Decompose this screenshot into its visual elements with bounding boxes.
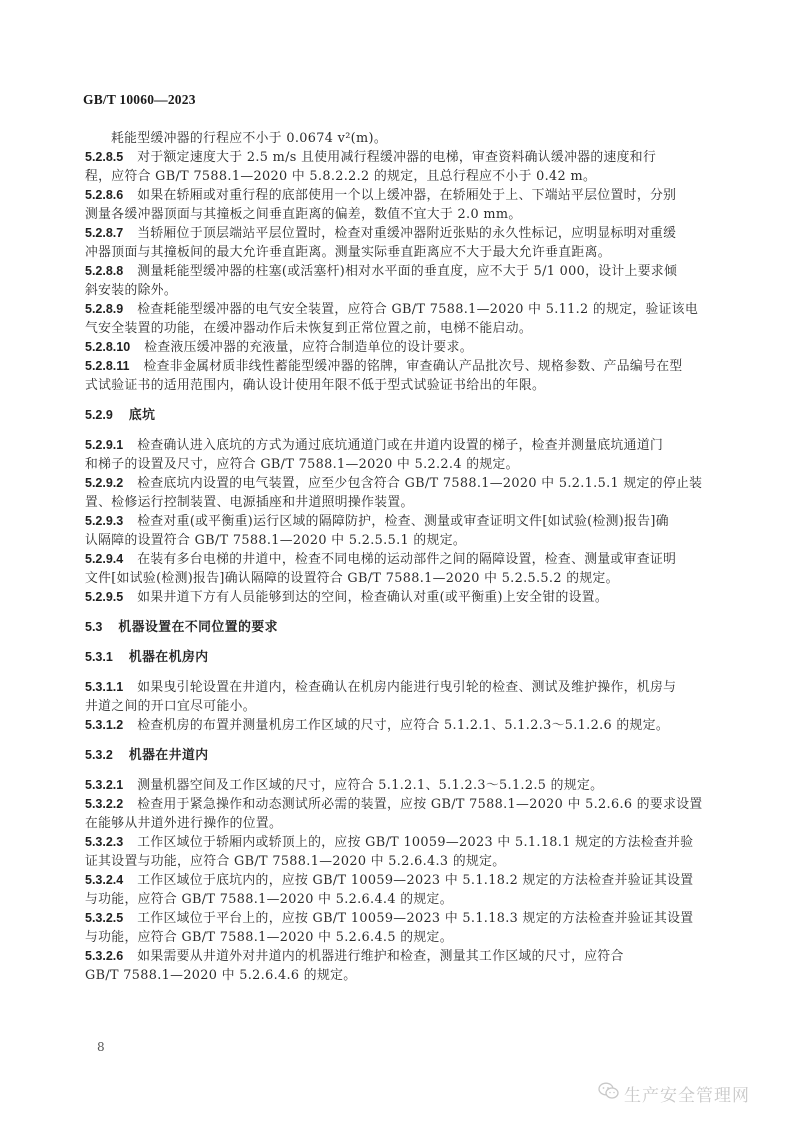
clause-text: 和梯子的设置及尺寸，应符合 GB/T 7588.1—2020 中 5.2.2.4 的规定。 bbox=[85, 457, 519, 472]
clause-line bbox=[85, 947, 713, 966]
text-line bbox=[85, 493, 713, 512]
text-line bbox=[85, 852, 713, 871]
wechat-icon bbox=[598, 1081, 624, 1106]
clause-text: 如果需要从井道外对井道内的机器进行维护和检查，测量其工作区域的尺寸，应符合 bbox=[137, 949, 624, 964]
heading-text: 机器在井道内 bbox=[128, 748, 209, 763]
clause-number: 5.2.9.5 bbox=[85, 590, 124, 604]
standard-code-header: GB/T 10060—2023 bbox=[83, 92, 196, 107]
clause-text: 检查用于紧急操作和动态测试所必需的装置，应按 GB/T 7588.1—2020 中 5.2.6.6 的要求设置 bbox=[137, 797, 703, 812]
clause-line bbox=[85, 148, 713, 167]
clause-text: 检查非金属材质非线性蓄能型缓冲器的铭牌，审查确认产品批次号、规格参数、产品编号在型 bbox=[143, 359, 683, 374]
heading-text: 机器设置在不同位置的要求 bbox=[118, 620, 278, 635]
clause-line bbox=[85, 512, 713, 531]
clause-number: 5.2.8.7 bbox=[85, 226, 124, 240]
clause-text: 检查液压缓冲器的充液量，应符合制造单位的设计要求。 bbox=[144, 340, 473, 355]
clause-number: 5.3.2.2 bbox=[85, 797, 124, 811]
clause-number: 5.2.8.5 bbox=[85, 150, 124, 164]
spacer bbox=[85, 637, 713, 648]
clause-number: 5.2.8.6 bbox=[85, 188, 124, 202]
clause-text: 井道之间的开口宜尽可能小。 bbox=[85, 699, 256, 714]
clause-line bbox=[85, 436, 713, 455]
clause-line bbox=[85, 588, 713, 607]
text-line bbox=[85, 319, 713, 338]
heading-text: 底坑 bbox=[128, 408, 156, 423]
clause-line bbox=[85, 716, 713, 735]
clause-number: 5.2.8.9 bbox=[85, 302, 124, 316]
clause-text: 检查机房的布置并测量机房工作区域的尺寸，应符合 5.1.2.1、5.1.2.3～5.1.2.6 的规定。 bbox=[137, 718, 669, 733]
clause-text: 测量机器空间及工作区域的尺寸，应符合 5.1.2.1、5.1.2.3～5.1.2.5 的规定。 bbox=[137, 778, 604, 793]
clause-line bbox=[85, 338, 713, 357]
clause-line bbox=[85, 833, 713, 852]
text-line bbox=[85, 531, 713, 550]
clause-number: 5.3.2.3 bbox=[85, 835, 124, 849]
clause-text: 与功能，应符合 GB/T 7588.1—2020 中 5.2.6.4.5 的规定。 bbox=[85, 930, 453, 945]
clause-line bbox=[85, 871, 713, 890]
clause-line bbox=[85, 357, 713, 376]
clause-number: 5.2.9 bbox=[85, 408, 113, 422]
clause-number: 5.3.1.1 bbox=[85, 680, 124, 694]
clause-text: 与功能，应符合 GB/T 7588.1—2020 中 5.2.6.4.4 的规定。 bbox=[85, 892, 453, 907]
clause-line bbox=[85, 678, 713, 697]
clause-line bbox=[85, 186, 713, 205]
clause-text: 测量耗能型缓冲器的柱塞(或活塞杆)相对水平面的垂直度，应不大于 5/1 000，设计上要求倾 bbox=[137, 264, 678, 279]
clause-text: 耗能型缓冲器的行程应不小于 0.0674 v²(m)。 bbox=[111, 131, 387, 146]
clause-text: 如果在轿厢或对重行程的底部使用一个以上缓冲器，在轿厢处于上、下端站平层位置时，分别 bbox=[137, 188, 677, 203]
clause-text: 气安全装置的功能，在缓冲器动作后未恢复到正常位置之前，电梯不能启动。 bbox=[85, 321, 532, 336]
clause-number: 5.3.2 bbox=[85, 748, 113, 762]
clause-text: 认隔障的设置符合 GB/T 7588.1—2020 中 5.2.5.5.1 的规定。 bbox=[85, 533, 466, 548]
document-body bbox=[85, 129, 713, 985]
clause-number: 5.3.2.4 bbox=[85, 873, 124, 887]
spacer bbox=[85, 735, 713, 746]
heading-text: 机器在机房内 bbox=[128, 650, 209, 665]
clause-text: 工作区域位于平台上的，应按 GB/T 10059—2023 中 5.1.18.3 规定的方法检查并验证其设置 bbox=[137, 911, 694, 926]
clause-text: 当轿厢位于顶层端站平层位置时，检查对重缓冲器附近张贴的永久性标记，应明显标明对重缓 bbox=[137, 226, 677, 241]
clause-text: 检查确认进入底坑的方式为通过底坑通道门或在井道内设置的梯子，检查并测量底坑通道门 bbox=[137, 438, 664, 453]
clause-text: 工作区域位于轿厢内或轿顶上的，应按 GB/T 10059—2023 中 5.1.18.1 规定的方法检查并验 bbox=[137, 835, 694, 850]
text-line bbox=[85, 928, 713, 947]
clause-text: 程，应符合 GB/T 7588.1—2020 中 5.8.2.2.2 的规定，且总行程应不小于 0.42 m。 bbox=[85, 169, 597, 184]
clause-text: 文件[如试验(检测)报告]确认隔障的设置符合 GB/T 7588.1—2020 中 5.2.5.5.2 的规定。 bbox=[85, 571, 619, 586]
clause-number: 5.2.9.1 bbox=[85, 438, 124, 452]
clause-text: 在装有多台电梯的井道中，检查不同电梯的运动部件之间的隔障设置，检查、测量或审查证明 bbox=[137, 552, 677, 567]
clause-line bbox=[85, 776, 713, 795]
watermark-text: 生产安全管理网 bbox=[624, 1086, 750, 1106]
clause-line bbox=[85, 262, 713, 281]
section-heading bbox=[85, 406, 713, 425]
page-number: 8 bbox=[97, 1040, 105, 1054]
clause-text: 如果曳引轮设置在井道内，检查确认在机房内能进行曳引轮的检查、测试及维护操作，机房与 bbox=[137, 680, 677, 695]
clause-text: 测量各缓冲器顶面与其撞板之间垂直距离的偏差，数值不宜大于 2.0 mm。 bbox=[85, 207, 522, 222]
clause-text: 对于额定速度大于 2.5 m/s 且使用减行程缓冲器的电梯，审查资料确认缓冲器的速度和行 bbox=[137, 150, 657, 165]
clause-line bbox=[85, 550, 713, 569]
clause-text: 式试验证书的适用范围内，确认设计使用年限不低于型式试验证书给出的年限。 bbox=[85, 378, 546, 393]
text-line bbox=[85, 167, 713, 186]
spacer bbox=[85, 395, 713, 406]
section-heading bbox=[85, 648, 713, 667]
spacer bbox=[85, 607, 713, 618]
clause-number: 5.3.2.5 bbox=[85, 911, 124, 925]
clause-number: 5.2.8.10 bbox=[85, 340, 131, 354]
text-line bbox=[85, 890, 713, 909]
clause-number: 5.3 bbox=[85, 620, 103, 634]
clause-text: 检查耗能型缓冲器的电气安全装置，应符合 GB/T 7588.1—2020 中 5.11.2 的规定，验证该电 bbox=[137, 302, 699, 317]
spacer bbox=[85, 425, 713, 436]
section-heading bbox=[85, 618, 713, 637]
text-line bbox=[85, 697, 713, 716]
clause-text: GB/T 7588.1—2020 中 5.2.6.4.6 的规定。 bbox=[85, 968, 357, 983]
text-line bbox=[85, 243, 713, 262]
clause-number: 5.2.8.11 bbox=[85, 359, 130, 373]
spacer bbox=[85, 765, 713, 776]
text-line bbox=[85, 455, 713, 474]
clause-line bbox=[85, 300, 713, 319]
clause-number: 5.3.2.6 bbox=[85, 949, 124, 963]
clause-number: 5.2.9.3 bbox=[85, 514, 124, 528]
clause-number: 5.3.2.1 bbox=[85, 778, 124, 792]
text-line bbox=[85, 966, 713, 985]
text-line bbox=[85, 376, 713, 395]
clause-text: 冲器顶面与其撞板间的最大允许垂直距离。测量实际垂直距离应不大于最大允许垂直距离。 bbox=[85, 245, 611, 260]
section-heading bbox=[85, 746, 713, 765]
clause-text: 工作区域位于底坑内的，应按 GB/T 10059—2023 中 5.1.18.2 规定的方法检查并验证其设置 bbox=[137, 873, 694, 888]
text-line bbox=[85, 281, 713, 300]
clause-text: 置、检修运行控制装置、电源插座和井道照明操作装置。 bbox=[85, 495, 414, 510]
clause-number: 5.3.1 bbox=[85, 650, 113, 664]
clause-text: 证其设置与功能，应符合 GB/T 7588.1—2020 中 5.2.6.4.3 的规定。 bbox=[85, 854, 506, 869]
text-line bbox=[85, 569, 713, 588]
clause-text: 检查对重(或平衡重)运行区域的隔障防护，检查、测量或审查证明文件[如试验(检测)报告]确 bbox=[137, 514, 669, 529]
watermark bbox=[598, 1081, 750, 1106]
clause-text: 斜安装的除外。 bbox=[85, 283, 178, 298]
clause-line bbox=[85, 474, 713, 493]
clause-text: 检查底坑内设置的电气装置，应至少包含符合 GB/T 7588.1—2020 中 5.2.1.5.1 规定的停止装 bbox=[137, 476, 703, 491]
clause-text: 如果井道下方有人员能够到达的空间，检查确认对重(或平衡重)上安全钳的设置。 bbox=[137, 590, 609, 605]
clause-number: 5.2.9.2 bbox=[85, 476, 124, 490]
spacer bbox=[85, 667, 713, 678]
clause-number: 5.2.9.4 bbox=[85, 552, 124, 566]
clause-line bbox=[85, 909, 713, 928]
clause-number: 5.3.1.2 bbox=[85, 718, 124, 732]
clause-line bbox=[85, 224, 713, 243]
clause-line bbox=[85, 795, 713, 814]
clause-number: 5.2.8.8 bbox=[85, 264, 124, 278]
clause-text: 在能够从井道外进行操作的位置。 bbox=[85, 816, 283, 831]
text-line bbox=[85, 205, 713, 224]
text-line bbox=[85, 129, 713, 148]
text-line bbox=[85, 814, 713, 833]
